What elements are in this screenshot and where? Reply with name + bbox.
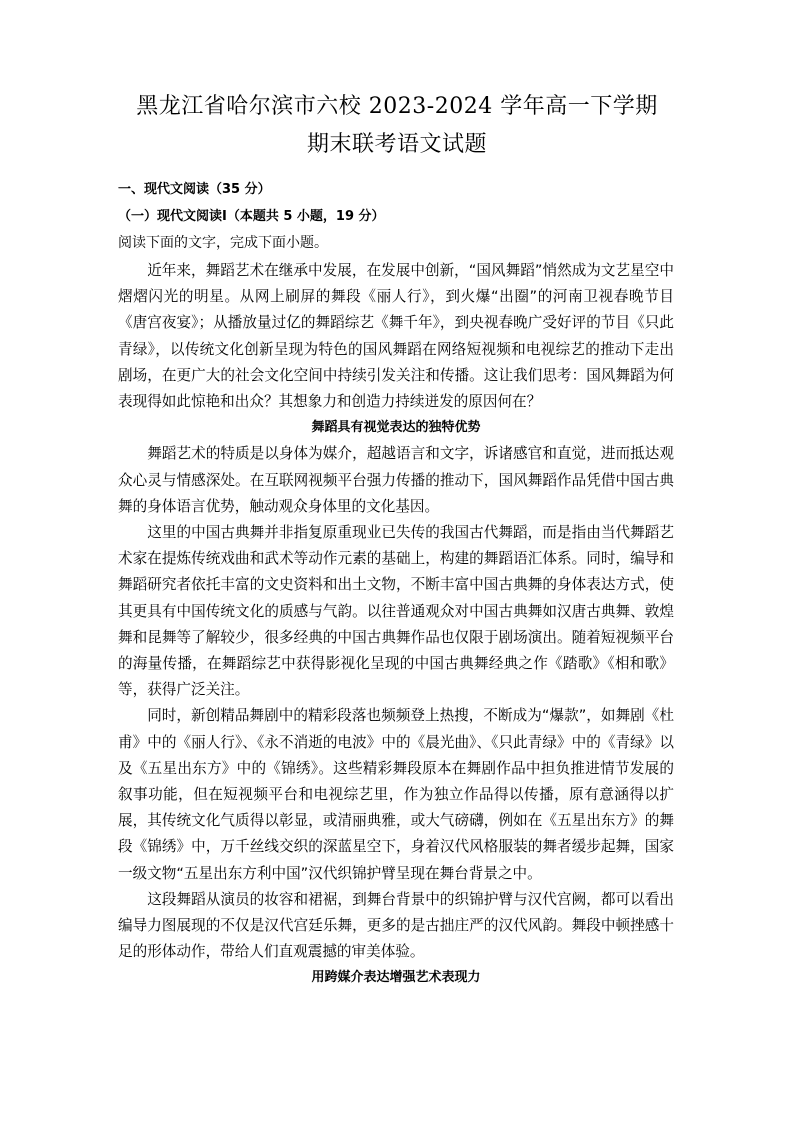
subsection-heading: （一）现代文阅读Ⅰ（本题共 5 小题，19 分） bbox=[118, 209, 385, 224]
instruction-text: 阅读下面的文字，完成下面小题。 bbox=[118, 235, 328, 251]
reading-passage bbox=[118, 258, 674, 992]
paragraph-body: 同时，新创精品舞剧中的精彩段落也频频登上热搜，不断成为“爆款”，如舞剧《杜甫》中的《丽人行》、《永不消逝的电波》中的《晨光曲》、《只此青绿》中的《青绿》以及《五星出东方》中的《锦绣》。这些精彩舞段原本在舞剧作品中担负推进情节发展的叙事功能，但在短视频平台和电视综艺里，作为独立作品得以传播，原有意涵得以扩展，其传统文化气质得以彰显，或清丽典雅，或大气磅礴，例如在《五星出东方》的舞段《锦绣》中，万千丝线交织的深蓝星空下，身着汉代风格服装的舞者缓步起舞，国家一级文物“五星出东方利中国”汉代织锦护臂呈现在舞台背景之中。 bbox=[118, 707, 674, 882]
subheading-cross-media: 用跨媒介表达增强艺术表现力 bbox=[311, 970, 481, 986]
section-heading: 一、现代文阅读（35 分） bbox=[118, 182, 271, 197]
paragraph-body: 这里的中国古典舞并非指复原重现业已失传的我国古代舞蹈，而是指由当代舞蹈艺术家在提炼传统戏曲和武术等动作元素的基础上，构建的舞蹈语汇体系。同时，编导和舞蹈研究者依托丰富的文史资料和出土文物，不断丰富中国古典舞的身体表达方式，使其更具有中国传统文化的质感与气韵。以往普通观众对中国古典舞如汉唐古典舞、敦煌舞和昆舞等了解较少，很多经典的中国古典舞作品也仅限于剧场演出。随着短视频平台的海量传播，在舞蹈综艺中获得影视化呈现的中国古典舞经典之作《踏歌》《相和歌》等，获得广泛关注。 bbox=[118, 524, 674, 699]
paragraph-body: 舞蹈艺术的特质是以身体为媒介，超越语言和文字，诉诸感官和直觉，进而抵达观众心灵与情感深处。在互联网视频平台强力传播的推动下，国风舞蹈作品凭借中国古典舞的身体语言优势，触动观众身体里的文化基因。 bbox=[118, 445, 674, 515]
title-line-1: 黑龙江省哈尔滨市六校 2023-2024 学年高一下学期 bbox=[136, 94, 658, 119]
title-line-2: 期末联考语文试题 bbox=[306, 132, 487, 157]
paragraph-body: 这段舞蹈从演员的妆容和裙裾，到舞台背景中的织锦护臂与汉代宫阙，都可以看出编导力图展现的不仅是汉代宫廷乐舞，更多的是古拙庄严的汉代风韵。舞段中顿挫感十足的形体动作，带给人们直观震撼的审美体验。 bbox=[118, 890, 674, 961]
paragraph-intro: 近年来，舞蹈艺术在继承中发展，在发展中创新，“国风舞蹈”悄然成为文艺星空中熠熠闪光的明星。从网上刷屏的舞段《丽人行》，到火爆“出圈”的河南卫视春晚节目《唐宫夜宴》；从播放量过亿的舞蹈综艺《舞千年》，到央视春晚广受好评的节目《只此青绿》，以传统文化创新呈现为特色的国风舞蹈在网络短视频和电视综艺的推动下走出剧场，在更广大的社会文化空间中持续引发关注和传播。这让我们思考：国风舞蹈为何表现得如此惊艳和出众？其想象力和创造力持续迸发的原因何在？ bbox=[118, 262, 674, 411]
subheading-visual-advantage: 舞蹈具有视觉表达的独特优势 bbox=[311, 420, 481, 436]
document-title bbox=[0, 88, 794, 164]
